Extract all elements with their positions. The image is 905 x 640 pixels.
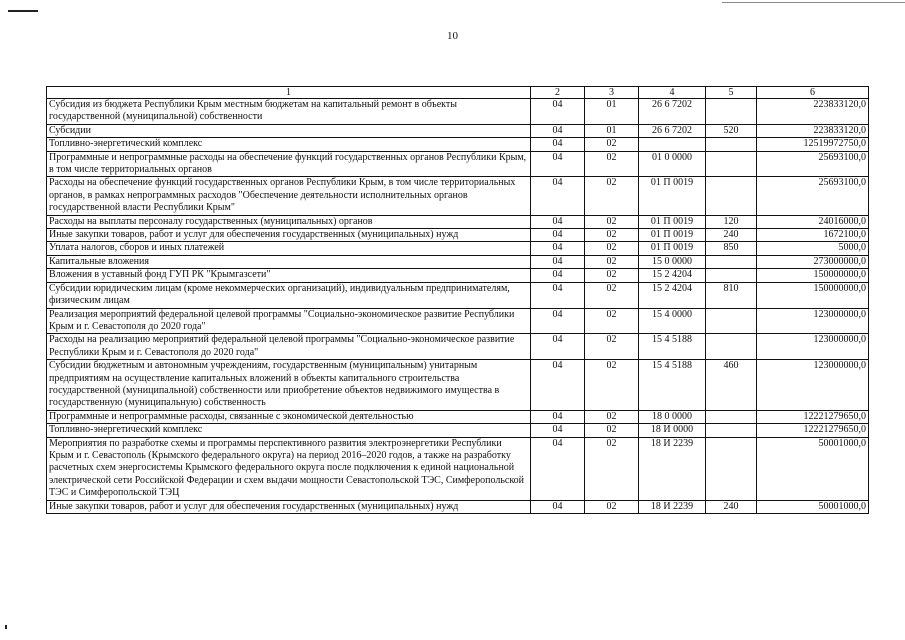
table-row xyxy=(47,177,869,215)
table-row xyxy=(47,215,869,228)
table-row xyxy=(47,124,869,137)
row-section-cell: 04 xyxy=(531,437,585,500)
table-row xyxy=(47,151,869,177)
row-section-cell: 04 xyxy=(531,410,585,423)
row-expense-type-cell xyxy=(706,269,757,282)
row-target-article-cell: 18 И 2239 xyxy=(639,500,706,513)
row-target-article-cell: 15 4 0000 xyxy=(639,308,706,334)
row-name-cell: Субсидия из бюджета Республики Крым местным бюджетам на капитальный ремонт в объекты государственной (муниципальной) собственности xyxy=(47,99,531,125)
row-name-cell: Расходы на обеспечение функций государственных органов Республики Крым, в том числе территориальных органов, в рамках непрограммных расходов "Обеспечение деятельности исполнительных органов государственной власти Республики Крым" xyxy=(47,177,531,215)
row-subsection-cell: 02 xyxy=(585,424,639,437)
row-amount-cell: 123000000,0 xyxy=(757,308,869,334)
row-expense-type-cell xyxy=(706,151,757,177)
table-row xyxy=(47,410,869,423)
table-body xyxy=(47,99,869,514)
row-amount-cell: 25693100,0 xyxy=(757,151,869,177)
row-target-article-cell: 26 6 7202 xyxy=(639,124,706,137)
row-section-cell: 04 xyxy=(531,255,585,268)
row-target-article-cell: 01 П 0019 xyxy=(639,229,706,242)
row-amount-cell: 123000000,0 xyxy=(757,360,869,411)
row-target-article-cell: 15 2 4204 xyxy=(639,269,706,282)
row-name-cell: Мероприятия по разработке схемы и программы перспективного развития электроэнергетики Республики Крым и г. Севастополь (Крымского федерального округа) на период 2016–2020 годов, а также на разработку расчетных схем энергосистемы Крымского федерального округа после подключения к единой национальной электрической сети Российской Федерации и схем выдачи мощности Севастопольской ТЭС, Симферопольской ТЭС и Симферопольской ТЭЦ xyxy=(47,437,531,500)
row-name-cell: Реализация мероприятий федеральной целевой программы "Социально-экономическое развитие Республики Крым и г. Севастополя до 2020 года" xyxy=(47,308,531,334)
row-target-article-cell xyxy=(639,138,706,151)
row-expense-type-cell xyxy=(706,99,757,125)
row-amount-cell: 12221279650,0 xyxy=(757,424,869,437)
row-expense-type-cell: 810 xyxy=(706,282,757,308)
budget-table xyxy=(46,86,869,514)
row-name-cell: Расходы на выплаты персоналу государственных (муниципальных) органов xyxy=(47,215,531,228)
table-row xyxy=(47,282,869,308)
row-amount-cell: 150000000,0 xyxy=(757,269,869,282)
scan-artifact-left-margin xyxy=(5,625,7,629)
table-row xyxy=(47,500,869,513)
row-expense-type-cell: 240 xyxy=(706,229,757,242)
row-target-article-cell: 18 0 0000 xyxy=(639,410,706,423)
row-subsection-cell: 02 xyxy=(585,308,639,334)
row-amount-cell: 1672100,0 xyxy=(757,229,869,242)
row-section-cell: 04 xyxy=(531,282,585,308)
row-amount-cell: 223833120,0 xyxy=(757,99,869,125)
column-header: 5 xyxy=(706,87,757,99)
row-name-cell: Иные закупки товаров, работ и услуг для обеспечения государственных (муниципальных) нужд xyxy=(47,229,531,242)
row-subsection-cell: 02 xyxy=(585,437,639,500)
row-target-article-cell: 18 И 2239 xyxy=(639,437,706,500)
row-section-cell: 04 xyxy=(531,124,585,137)
row-section-cell: 04 xyxy=(531,308,585,334)
row-subsection-cell: 02 xyxy=(585,151,639,177)
row-name-cell: Вложения в уставный фонд ГУП РК "Крымгазсети" xyxy=(47,269,531,282)
row-section-cell: 04 xyxy=(531,424,585,437)
row-name-cell: Расходы на реализацию мероприятий федеральной целевой программы "Социально-экономическое развитие Республики Крым и г. Севастополя до 2020 года" xyxy=(47,334,531,360)
table-row xyxy=(47,437,869,500)
row-name-cell: Топливно-энергетический комплекс xyxy=(47,424,531,437)
row-target-article-cell: 15 0 0000 xyxy=(639,255,706,268)
row-expense-type-cell: 460 xyxy=(706,360,757,411)
row-expense-type-cell: 120 xyxy=(706,215,757,228)
row-target-article-cell: 01 0 0000 xyxy=(639,151,706,177)
row-subsection-cell: 01 xyxy=(585,99,639,125)
row-target-article-cell: 01 П 0019 xyxy=(639,177,706,215)
row-expense-type-cell xyxy=(706,334,757,360)
scan-artifact-top-right xyxy=(722,2,905,3)
row-section-cell: 04 xyxy=(531,269,585,282)
table-row xyxy=(47,242,869,255)
column-header: 4 xyxy=(639,87,706,99)
row-subsection-cell: 02 xyxy=(585,360,639,411)
row-amount-cell: 50001000,0 xyxy=(757,437,869,500)
row-target-article-cell: 01 П 0019 xyxy=(639,215,706,228)
row-section-cell: 04 xyxy=(531,229,585,242)
row-subsection-cell: 02 xyxy=(585,282,639,308)
row-expense-type-cell xyxy=(706,255,757,268)
row-amount-cell: 123000000,0 xyxy=(757,334,869,360)
table-row xyxy=(47,308,869,334)
row-target-article-cell: 15 4 5188 xyxy=(639,360,706,411)
row-amount-cell: 24016000,0 xyxy=(757,215,869,228)
column-header: 1 xyxy=(47,87,531,99)
page-number: 10 xyxy=(447,30,458,42)
row-amount-cell: 50001000,0 xyxy=(757,500,869,513)
row-expense-type-cell xyxy=(706,138,757,151)
header-row xyxy=(47,87,869,99)
row-amount-cell: 25693100,0 xyxy=(757,177,869,215)
row-section-cell: 04 xyxy=(531,138,585,151)
row-expense-type-cell xyxy=(706,308,757,334)
row-amount-cell: 150000000,0 xyxy=(757,282,869,308)
row-section-cell: 04 xyxy=(531,99,585,125)
row-section-cell: 04 xyxy=(531,500,585,513)
row-name-cell: Субсидии бюджетным и автономным учреждениям, государственным (муниципальным) унитарным предприятиям на осуществление капитальных вложений в объекты капитального строительства государственной (муниципальной) собственности или приобретение объектов недвижимого имущества в государственную (муниципальную) собственность xyxy=(47,360,531,411)
table-row xyxy=(47,424,869,437)
row-amount-cell: 12519972750,0 xyxy=(757,138,869,151)
scan-artifact-top-left xyxy=(8,10,38,12)
row-expense-type-cell xyxy=(706,177,757,215)
row-target-article-cell: 15 4 5188 xyxy=(639,334,706,360)
row-name-cell: Уплата налогов, сборов и иных платежей xyxy=(47,242,531,255)
row-subsection-cell: 02 xyxy=(585,242,639,255)
row-name-cell: Субсидии xyxy=(47,124,531,137)
row-expense-type-cell xyxy=(706,437,757,500)
row-expense-type-cell: 850 xyxy=(706,242,757,255)
row-section-cell: 04 xyxy=(531,360,585,411)
table-row xyxy=(47,138,869,151)
row-target-article-cell: 01 П 0019 xyxy=(639,242,706,255)
row-subsection-cell: 02 xyxy=(585,215,639,228)
row-subsection-cell: 01 xyxy=(585,124,639,137)
row-section-cell: 04 xyxy=(531,215,585,228)
row-name-cell: Субсидии юридическим лицам (кроме некоммерческих организаций), индивидуальным предпринимателям, физическим лицам xyxy=(47,282,531,308)
row-name-cell: Программные и непрограммные расходы на обеспечение функций государственных органов Республики Крым, в том числе территориальных органов xyxy=(47,151,531,177)
row-subsection-cell: 02 xyxy=(585,255,639,268)
row-section-cell: 04 xyxy=(531,334,585,360)
row-target-article-cell: 26 6 7202 xyxy=(639,99,706,125)
column-header: 3 xyxy=(585,87,639,99)
row-subsection-cell: 02 xyxy=(585,500,639,513)
row-subsection-cell: 02 xyxy=(585,334,639,360)
column-header: 6 xyxy=(757,87,869,99)
row-target-article-cell: 15 2 4204 xyxy=(639,282,706,308)
row-expense-type-cell: 520 xyxy=(706,124,757,137)
row-amount-cell: 223833120,0 xyxy=(757,124,869,137)
table-row xyxy=(47,255,869,268)
row-target-article-cell: 18 И 0000 xyxy=(639,424,706,437)
table-header xyxy=(47,87,869,99)
row-subsection-cell: 02 xyxy=(585,269,639,282)
row-section-cell: 04 xyxy=(531,177,585,215)
column-header: 2 xyxy=(531,87,585,99)
row-expense-type-cell xyxy=(706,424,757,437)
row-subsection-cell: 02 xyxy=(585,177,639,215)
row-name-cell: Программные и непрограммные расходы, связанные с экономической деятельностью xyxy=(47,410,531,423)
row-amount-cell: 273000000,0 xyxy=(757,255,869,268)
row-name-cell: Иные закупки товаров, работ и услуг для обеспечения государственных (муниципальных) нужд xyxy=(47,500,531,513)
row-subsection-cell: 02 xyxy=(585,138,639,151)
row-subsection-cell: 02 xyxy=(585,410,639,423)
row-subsection-cell: 02 xyxy=(585,229,639,242)
table-row xyxy=(47,99,869,125)
table-row xyxy=(47,360,869,411)
row-expense-type-cell xyxy=(706,410,757,423)
row-section-cell: 04 xyxy=(531,151,585,177)
row-section-cell: 04 xyxy=(531,242,585,255)
row-name-cell: Капитальные вложения xyxy=(47,255,531,268)
row-expense-type-cell: 240 xyxy=(706,500,757,513)
table-row xyxy=(47,229,869,242)
table-row xyxy=(47,334,869,360)
row-amount-cell: 12221279650,0 xyxy=(757,410,869,423)
table-row xyxy=(47,269,869,282)
row-name-cell: Топливно-энергетический комплекс xyxy=(47,138,531,151)
row-amount-cell: 5000,0 xyxy=(757,242,869,255)
